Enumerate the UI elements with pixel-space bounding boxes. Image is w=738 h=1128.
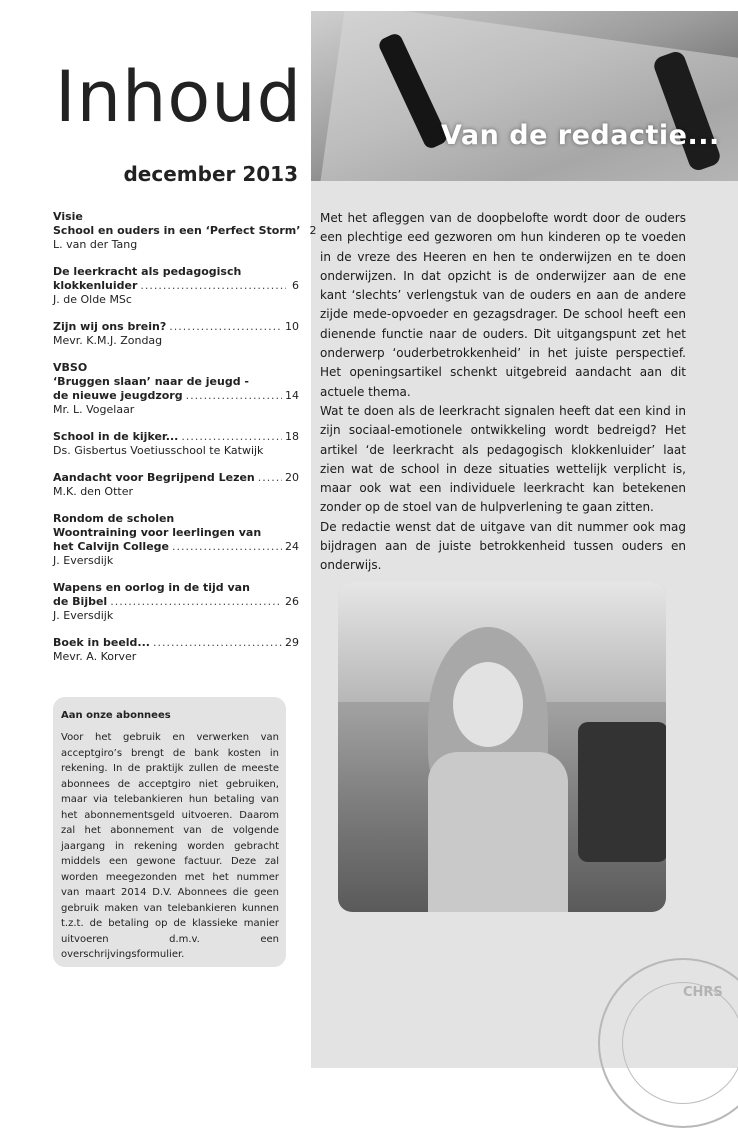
toc-author: M.K. den Otter bbox=[53, 485, 133, 498]
editorial-title: Van de redactie... bbox=[441, 120, 720, 151]
toc-author: J. Eversdijk bbox=[53, 554, 114, 567]
toc-title: Zijn wij ons brein? bbox=[53, 320, 167, 333]
toc-title: de Bijbel bbox=[53, 595, 108, 608]
toc-entry[interactable] bbox=[53, 471, 299, 499]
toc-page: 6 bbox=[292, 279, 299, 292]
toc-entry[interactable] bbox=[53, 265, 299, 307]
toc-title: het Calvijn College bbox=[53, 540, 169, 553]
table-of-contents bbox=[53, 210, 317, 677]
toc-title: School en ouders in een ‘Perfect Storm’ bbox=[53, 224, 301, 237]
bag-shape bbox=[578, 722, 666, 862]
issue-date: december 2013 bbox=[123, 162, 298, 186]
toc-entry[interactable] bbox=[53, 636, 299, 664]
editorial-paragraph: Met het afleggen van de doopbelofte wordt door de ouders een plechtige eed gezworen om hun kinderen op te voeden in de vreze des Heeren en hen te onderwijzen en te doen onderwijzen. In dat opzicht is de onderwijzer aan de ene kant ‘slechts’ verlengstuk van de ouders en aan de andere zijde mede-opvoeder en gezagsdrager. De school heeft een dienende functie naar de ouders. Dit uitgangspunt zet het onderwerp ‘ouderbetrokkenheid’ in het juiste perspectief. Het openingsartikel schenkt uitgebreid aandacht aan dit actuele thema. bbox=[320, 211, 686, 399]
child-photo bbox=[338, 582, 666, 912]
toc-author: Mevr. K.M.J. Zondag bbox=[53, 334, 163, 347]
subscriber-notice bbox=[53, 697, 286, 967]
toc-author: Mr. L. Vogelaar bbox=[53, 403, 135, 416]
toc-page: 10 bbox=[285, 320, 299, 333]
notice-body: Voor het gebruik en verwerken van acceptgiro’s brengt de bank kosten in rekening. In de praktijk zullen de meeste abonnees de acceptgiro niet gebruiken, maar via telebankieren hun betaling van het abonnementsgeld uitvoeren. Daarom zal het abonnement van de volgende jaargang in rekening worden gebracht middels een gewone factuur. Deze zal worden meegezonden met het nummer van maart 2014 D.V. Abonnees die geen gebruik maken van telebankieren kunnen t.z.t. de betaling op de klassieke manier uitvoeren d.m.v. een overschrijvingsformulier. bbox=[61, 732, 279, 960]
toc-title: Aandacht voor Begrijpend Lezen bbox=[53, 471, 255, 484]
header-photo bbox=[311, 11, 738, 181]
toc-entry[interactable] bbox=[53, 512, 299, 568]
toc-entry[interactable] bbox=[53, 581, 299, 623]
editorial-text bbox=[320, 209, 686, 576]
toc-title: de nieuwe jeugdzorg bbox=[53, 389, 183, 402]
toc-leader bbox=[153, 636, 282, 650]
face-shape bbox=[453, 662, 523, 747]
toc-author: J. Eversdijk bbox=[53, 609, 114, 622]
toc-page: 20 bbox=[285, 471, 299, 484]
toc-heading: De leerkracht als pedagogisch bbox=[53, 265, 242, 278]
toc-page: 26 bbox=[285, 595, 299, 608]
toc-author: Ds. Gisbertus Voetiusschool te Katwijk bbox=[53, 444, 264, 457]
toc-title: Boek in beeld... bbox=[53, 636, 150, 649]
toc-author: J. de Olde MSc bbox=[53, 293, 132, 306]
toc-entry[interactable] bbox=[53, 430, 299, 458]
toc-leader bbox=[258, 471, 282, 485]
toc-leader bbox=[172, 540, 282, 554]
seal-logo-inner bbox=[622, 982, 738, 1104]
toc-leader bbox=[186, 389, 282, 403]
toc-heading: Rondom de scholen bbox=[53, 512, 175, 525]
toc-subheading: Woontraining voor leerlingen van bbox=[53, 526, 262, 539]
toc-heading: Wapens en oorlog in de tijd van bbox=[53, 581, 250, 594]
toc-leader bbox=[110, 595, 282, 609]
toc-page: 18 bbox=[285, 430, 299, 443]
toc-page: 2 bbox=[309, 224, 317, 237]
toc-entry[interactable] bbox=[53, 320, 299, 348]
seal-text: CHRS bbox=[683, 985, 723, 1000]
toc-page: 14 bbox=[285, 389, 299, 402]
toc-author: L. van der Tang bbox=[53, 238, 138, 251]
body-shape bbox=[428, 752, 568, 912]
toc-page: 29 bbox=[285, 636, 299, 649]
editorial-paragraph: Wat te doen als de leerkracht signalen heeft dat een kind in zijn sociaal-emotionele ontwikkeling wordt bedreigd? Het artikel ‘de leerkracht als pedagogisch klokkenluider’ laat zien wat de school in deze situaties wettelijk verplicht is, maar ook wat een individuele leerkracht kan betekenen zonder op de stoel van de hulpverlening te gaan zitten. bbox=[320, 403, 686, 515]
toc-entry[interactable] bbox=[53, 210, 317, 252]
toc-subheading: ‘Bruggen slaan’ naar de jeugd - bbox=[53, 375, 249, 388]
toc-author: Mevr. A. Korver bbox=[53, 650, 137, 663]
toc-leader bbox=[140, 279, 286, 293]
toc-title: klokkenluider bbox=[53, 279, 138, 292]
toc-leader bbox=[169, 320, 282, 334]
toc-title: School in de kijker... bbox=[53, 430, 179, 443]
notice-title: Aan onze abonnees bbox=[61, 710, 171, 721]
toc-heading: VBSO bbox=[53, 361, 88, 374]
toc-entry[interactable] bbox=[53, 361, 299, 417]
toc-heading: Visie bbox=[53, 210, 83, 223]
toc-leader bbox=[181, 430, 282, 444]
page-title: Inhoud bbox=[55, 56, 303, 138]
editorial-paragraph: De redactie wenst dat de uitgave van dit nummer ook mag bijdragen aan de juiste betrokkenheid tussen ouders en onderwijs. bbox=[320, 519, 686, 573]
toc-page: 24 bbox=[285, 540, 299, 553]
